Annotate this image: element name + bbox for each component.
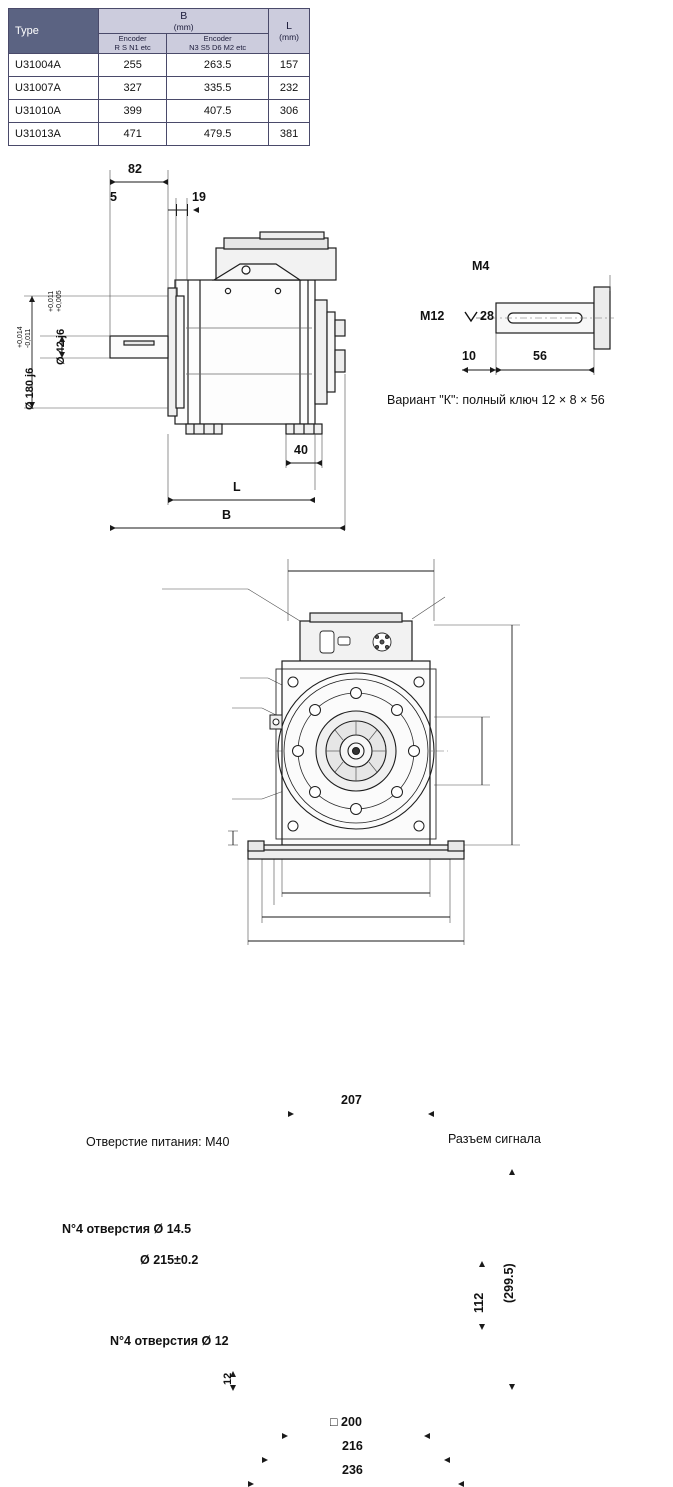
table-header-l-label: L bbox=[286, 20, 292, 33]
table-header-b-label: B bbox=[180, 10, 188, 22]
label-signal-connector: Разъем сигнала bbox=[448, 1132, 541, 1146]
arrow bbox=[316, 460, 322, 466]
table-header-encoder-2 bbox=[167, 34, 269, 54]
arrow bbox=[479, 1261, 485, 1267]
dim-200-value: 200 bbox=[341, 1415, 362, 1429]
cell-b1: 399 bbox=[99, 100, 167, 123]
table-header-encoder-1 bbox=[99, 34, 167, 54]
dim-depth-28: 28 bbox=[480, 309, 494, 323]
arrow bbox=[282, 1433, 288, 1439]
spec-table bbox=[8, 8, 310, 146]
dim-299-5: (299.5) bbox=[502, 1263, 516, 1303]
arrow bbox=[162, 179, 168, 185]
dim-flange-180-tol-upper: +0,014 bbox=[17, 326, 24, 348]
cell-type: U31010A bbox=[9, 100, 99, 123]
arrow bbox=[288, 1111, 294, 1117]
dim-shaft-42-tol-lower: +0,005 bbox=[56, 290, 63, 312]
dim-flange-180-tol-lower: -0,011 bbox=[25, 328, 32, 348]
cell-b1: 471 bbox=[99, 123, 167, 146]
dim-flange-180: Ø 180 j6 bbox=[24, 367, 36, 410]
dim-207: 207 bbox=[341, 1093, 362, 1107]
arrow bbox=[496, 367, 502, 373]
encoder-1-line2: R S N1 etc bbox=[114, 42, 151, 52]
cell-l: 306 bbox=[269, 100, 310, 123]
dim-12: 12 bbox=[222, 1372, 234, 1385]
dim-19: 19 bbox=[192, 190, 206, 204]
encoder-2-line2: N3 S5 D6 M2 etc bbox=[189, 42, 247, 52]
arrow bbox=[309, 497, 315, 503]
cell-b2: 479.5 bbox=[167, 123, 269, 146]
table-row bbox=[9, 100, 310, 123]
label-power-hole: Отверстие питания: M40 bbox=[86, 1135, 230, 1149]
dim-shaft-42: Ø 42 j6 bbox=[55, 328, 67, 365]
arrow bbox=[110, 179, 116, 185]
table-header-b-unit: (mm) bbox=[173, 22, 194, 32]
table-row bbox=[9, 123, 310, 146]
table-header-type: Type bbox=[9, 9, 99, 54]
label-dia-215: Ø 215±0.2 bbox=[140, 1253, 199, 1267]
square-symbol-icon: □ bbox=[330, 1415, 338, 1429]
cell-l: 157 bbox=[269, 54, 310, 77]
arrow bbox=[29, 296, 35, 302]
key-variant-view bbox=[387, 245, 673, 430]
cell-b2: 335.5 bbox=[167, 77, 269, 100]
arrow bbox=[230, 1385, 236, 1391]
dim-112: 112 bbox=[472, 1292, 486, 1313]
table-header-l bbox=[269, 9, 310, 54]
dim-40: 40 bbox=[294, 443, 308, 457]
key-caption: Вариант "К": полный ключ 12 × 8 × 56 bbox=[387, 393, 605, 407]
cell-l: 232 bbox=[269, 77, 310, 100]
arrow bbox=[262, 1457, 268, 1463]
dim-M12: M12 bbox=[420, 309, 445, 323]
arrow bbox=[193, 207, 199, 213]
table-row bbox=[9, 54, 310, 77]
arrow bbox=[462, 367, 468, 373]
tick bbox=[187, 204, 188, 216]
arrow bbox=[509, 1169, 515, 1175]
encoder-2-line1: Encoder bbox=[203, 34, 232, 43]
dim-shaft-42-tol-upper: +0,011 bbox=[48, 290, 55, 312]
dim-216: 216 bbox=[342, 1439, 363, 1453]
arrow bbox=[424, 1433, 430, 1439]
dim-5: 5 bbox=[110, 190, 117, 204]
arrow bbox=[428, 1111, 434, 1117]
arrow bbox=[444, 1457, 450, 1463]
depth-symbol-icon bbox=[464, 311, 478, 323]
side-view bbox=[0, 160, 400, 560]
dim-236: 236 bbox=[342, 1463, 363, 1477]
dim-82: 82 bbox=[128, 162, 142, 176]
arrow bbox=[588, 367, 594, 373]
arrow bbox=[509, 1384, 515, 1390]
arrow bbox=[339, 525, 345, 531]
arrow bbox=[458, 1481, 464, 1487]
arrow bbox=[168, 497, 174, 503]
label-holes-12: N°4 отверстия Ø 12 bbox=[110, 1334, 229, 1348]
cell-type: U31013A bbox=[9, 123, 99, 146]
table-header-b bbox=[99, 9, 269, 34]
cell-b2: 407.5 bbox=[167, 100, 269, 123]
table-row bbox=[9, 77, 310, 100]
dim-200 bbox=[330, 1415, 362, 1429]
cell-type: U31004A bbox=[9, 54, 99, 77]
front-view-outline bbox=[0, 545, 673, 970]
label-holes-14-5: N°4 отверстия Ø 14.5 bbox=[62, 1222, 192, 1236]
cell-b2: 263.5 bbox=[167, 54, 269, 77]
tick bbox=[176, 204, 177, 216]
dim-M4: M4 bbox=[472, 259, 490, 273]
encoder-1-line1: Encoder bbox=[118, 34, 147, 43]
arrow bbox=[479, 1324, 485, 1330]
dim-10: 10 bbox=[462, 349, 476, 363]
table-header-l-unit: (mm) bbox=[279, 32, 299, 43]
dim-56: 56 bbox=[533, 349, 547, 363]
cell-l: 381 bbox=[269, 123, 310, 146]
cell-type: U31007A bbox=[9, 77, 99, 100]
cell-b1: 327 bbox=[99, 77, 167, 100]
cell-b1: 255 bbox=[99, 54, 167, 77]
front-view bbox=[0, 545, 673, 1477]
arrow bbox=[248, 1481, 254, 1487]
dim-L: L bbox=[233, 480, 241, 494]
arrow bbox=[110, 525, 116, 531]
arrow bbox=[286, 460, 292, 466]
dim-B: B bbox=[222, 508, 232, 522]
